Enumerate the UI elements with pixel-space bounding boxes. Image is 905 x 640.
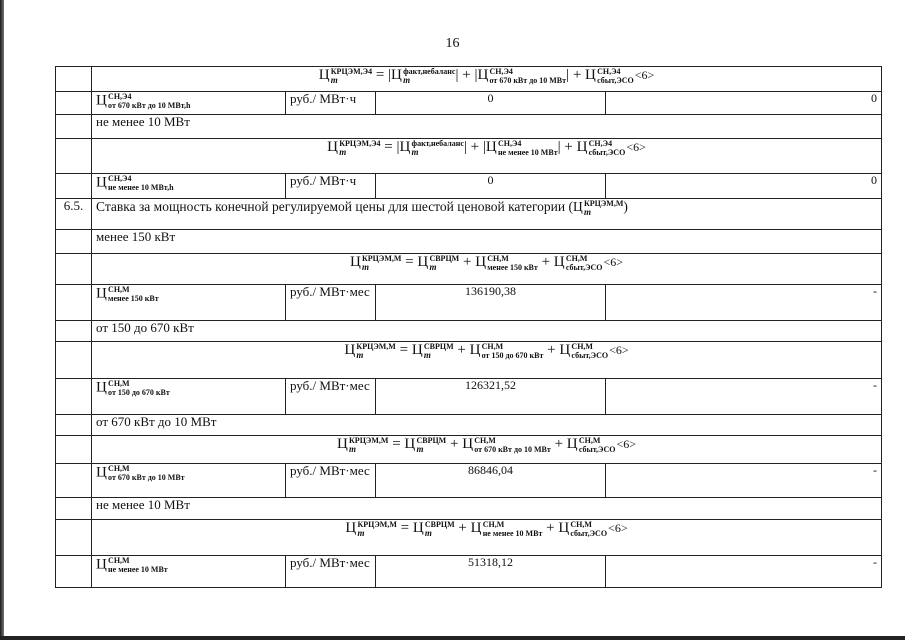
value-cell: -: [606, 464, 882, 498]
value-row-e4-10mw: [56, 174, 882, 199]
plus: +: [547, 342, 556, 359]
number-cell: [56, 67, 92, 92]
number-cell: [56, 415, 92, 436]
sup: СН,М: [565, 254, 588, 263]
equals: =: [384, 139, 393, 156]
symbol-tse: Ц: [553, 254, 565, 271]
sub: менее 150 кВт: [108, 294, 159, 303]
symbol-tse: Ц: [96, 379, 108, 396]
number-cell: [56, 321, 92, 342]
sup: СН,М: [487, 254, 509, 263]
formula-row: [56, 342, 882, 379]
value-row: [56, 379, 882, 415]
abs-bar: |: [455, 67, 459, 84]
symbol-tse: Ц: [469, 342, 481, 359]
param-cell: [92, 556, 286, 588]
sub: сбыт,ЭСО: [570, 529, 608, 538]
sup: СН,Э4: [108, 92, 132, 101]
sup: КРЦЭМ,Э4: [330, 67, 373, 76]
formula: [350, 254, 623, 270]
group-label: не менее 10 МВт: [92, 498, 882, 520]
sup: СН,М: [571, 342, 593, 351]
sub-m: m: [349, 444, 357, 454]
sup: СН,Э4: [108, 174, 132, 183]
sup: СН,М: [474, 436, 496, 445]
section-title-row: [56, 199, 882, 230]
sup: КРЦЭМ,Э4: [339, 139, 381, 148]
number-cell: [56, 436, 92, 464]
sup: СН,Э4: [489, 67, 513, 76]
symbol-tse: Ц: [470, 520, 482, 537]
symbol-tse: Ц: [477, 67, 489, 84]
value-cell: -: [606, 379, 882, 415]
footnote-ref: <6>: [608, 521, 628, 536]
plus: +: [546, 520, 555, 537]
number-cell: [56, 254, 92, 285]
sub: не менее 10 МВт: [497, 148, 558, 157]
plus: +: [462, 254, 472, 271]
value-cell: 0: [606, 92, 882, 115]
value-row: [56, 464, 882, 498]
unit-cell: руб./ МВт·мес: [286, 556, 376, 588]
number-cell: [56, 379, 92, 415]
sub: сбыт,ЭСО: [578, 445, 616, 454]
number-cell: [56, 174, 92, 199]
footnote-ref: <6>: [634, 68, 655, 83]
sub-m: m: [330, 75, 338, 85]
group-label: менее 150 кВт: [92, 230, 882, 254]
symbol-tse: Ц: [96, 92, 108, 109]
group-row: [56, 321, 882, 342]
sub-m: m: [429, 262, 437, 272]
group-label: от 150 до 670 кВт: [92, 321, 882, 342]
scan-edge-left: [0, 0, 4, 640]
equals: =: [375, 67, 385, 84]
symbol-tse: Ц: [412, 520, 424, 537]
plus: +: [554, 436, 564, 453]
plus: +: [564, 139, 573, 156]
abs-bar: |: [463, 139, 467, 156]
section-title-text: Ставка за мощность конечной регулируемой цены для шестой ценовой категории (: [96, 199, 573, 215]
sub-m: m: [356, 350, 364, 360]
formula-cell: [92, 436, 882, 464]
value-cell: 86846,04: [376, 464, 606, 498]
sub: сбыт,ЭСО: [588, 148, 626, 157]
abs-bar: |: [396, 139, 400, 156]
sub: сбыт,ЭСО: [597, 76, 634, 85]
formula-cell: [92, 342, 882, 379]
number-cell: [56, 520, 92, 556]
unit-cell: руб./ МВт·ч: [286, 174, 376, 199]
sub-m: m: [583, 207, 591, 217]
symbol-tse: Ц: [462, 436, 474, 453]
equals: =: [392, 436, 401, 453]
number-cell: [56, 342, 92, 379]
sub: от 670 кВт до 10 МВт: [474, 445, 551, 454]
sup: СН,М: [578, 436, 601, 445]
formula-row: [56, 254, 882, 285]
sub-m: m: [416, 444, 424, 454]
group-row: [56, 498, 882, 520]
symbol-tse: Ц: [411, 342, 423, 359]
param-cell: [92, 92, 286, 115]
abs-bar: |: [388, 67, 392, 84]
scan-edge-bottom: [0, 636, 905, 640]
value-row: [56, 285, 882, 321]
sub: от 150 до 670 кВт: [108, 388, 170, 397]
sup: СН,М: [108, 464, 130, 473]
plus: +: [449, 436, 459, 453]
sub-m: m: [411, 147, 419, 157]
plus: +: [470, 139, 480, 156]
abs-bar: |: [482, 139, 486, 156]
plus: +: [462, 67, 471, 84]
unit-cell: руб./ МВт·мес: [286, 464, 376, 498]
sup: СН,М: [108, 285, 130, 294]
sup: СВРЦМ: [424, 520, 455, 529]
formula-row: [56, 520, 882, 556]
unit-cell: руб./ МВт·мес: [286, 379, 376, 415]
formula-cell: [92, 254, 882, 285]
symbol-tse: Ц: [391, 67, 403, 84]
symbol-tse: Ц: [96, 464, 108, 481]
symbol-tse: Ц: [559, 342, 571, 359]
sup: СН,М: [108, 556, 130, 565]
sup: КРЦЭМ,М: [583, 199, 624, 208]
symbol-tse: Ц: [558, 520, 570, 537]
sub: от 670 кВт до 10 МВт,h: [108, 101, 191, 110]
sup: СН,Э4: [588, 139, 613, 148]
symbol-tse: Ц: [349, 254, 361, 271]
page-number: 16: [445, 36, 460, 51]
unit-cell: руб./ МВт·ч: [286, 92, 376, 115]
sup: СВРЦМ: [416, 436, 447, 445]
sup: СН,Э4: [497, 139, 522, 148]
footnote-ref: <6>: [609, 343, 629, 358]
symbol-tse: Ц: [566, 436, 578, 453]
number-cell: [56, 464, 92, 498]
sub: от 670 кВт до 10 МВт: [489, 76, 567, 85]
symbol-tse: Ц: [417, 254, 429, 271]
sup: СВРЦМ: [429, 254, 460, 263]
sup: СН,М: [108, 379, 130, 388]
group-label: от 670 кВт до 10 МВт: [92, 415, 882, 436]
plus: +: [541, 254, 551, 271]
sup: факт,небаланс: [403, 67, 456, 76]
sup: СН,М: [481, 342, 504, 351]
plus: +: [572, 67, 582, 84]
value-cell: 0: [376, 174, 606, 199]
sup: КРЦЭМ,М: [361, 254, 402, 263]
sup: КРЦЭМ,М: [356, 342, 396, 351]
sub: менее 150 кВт: [487, 263, 538, 272]
formula-row: [56, 436, 882, 464]
section-number: 6.5.: [56, 199, 92, 230]
abs-bar: |: [474, 67, 478, 84]
symbol-tse: Ц: [336, 436, 348, 453]
symbol-tse: Ц: [576, 139, 588, 156]
equals: =: [399, 342, 409, 359]
sup: СН,М: [570, 520, 592, 529]
group-row: [56, 230, 882, 254]
value-cell: -: [606, 285, 882, 321]
formula-row-e4-10mw: [56, 139, 882, 174]
sub: от 670 кВт до 10 МВт: [108, 473, 185, 482]
tariff-table: [55, 66, 882, 588]
sub: от 150 до 670 кВт: [481, 351, 544, 360]
formula-cell: [92, 520, 882, 556]
value-cell: 0: [376, 92, 606, 115]
symbol-tse: Ц: [96, 556, 108, 573]
number-cell: [56, 498, 92, 520]
number-cell: [56, 139, 92, 174]
value-cell: 51318,12: [376, 556, 606, 588]
section-title: Ставка за мощность конечной регулируемой цены для шестой ценовой категории (Ц КРЦЭМ,М m ): [92, 199, 882, 230]
sup: СН,Э4: [597, 67, 621, 76]
group-label: не менее 10 МВт: [92, 115, 882, 139]
symbol-tse: Ц: [475, 254, 487, 271]
sup: КРЦЭМ,М: [349, 436, 389, 445]
symbol-tse: Ц: [573, 199, 583, 215]
formula-cell: [92, 139, 882, 174]
number-cell: [56, 230, 92, 254]
param-cell: [92, 464, 286, 498]
value-cell: -: [606, 556, 882, 588]
sup: факт,небаланс: [411, 139, 464, 148]
sub-m: m: [403, 75, 411, 85]
symbol-tse: Ц: [327, 139, 339, 156]
sup: СВРЦМ: [423, 342, 454, 351]
group-row: [56, 415, 882, 436]
group-row: [56, 115, 882, 139]
symbol-tse: Ц: [345, 520, 357, 537]
formula: [337, 436, 636, 452]
value-cell: 0: [606, 174, 882, 199]
sub-m: m: [423, 350, 431, 360]
plus: +: [458, 520, 467, 537]
sub: не менее 10 МВт: [108, 565, 168, 574]
symbol-tse: Ц: [96, 285, 108, 302]
number-cell: [56, 285, 92, 321]
plus: +: [457, 342, 466, 359]
equals: =: [400, 520, 410, 537]
sub-m: m: [361, 262, 369, 272]
formula: [319, 67, 655, 83]
symbol-tse: Ц: [485, 139, 497, 156]
unit-cell: руб./ МВт·мес: [286, 285, 376, 321]
sup: КРЦЭМ,М: [357, 520, 397, 529]
equals: =: [405, 254, 414, 271]
sub: сбыт,ЭСО: [565, 263, 603, 272]
sub-m: m: [339, 147, 347, 157]
sub-m: m: [424, 528, 432, 538]
symbol-tse: Ц: [344, 342, 356, 359]
value-cell: 126321,52: [376, 379, 606, 415]
formula: [345, 520, 627, 536]
sup: СН,М: [482, 520, 505, 529]
number-cell: [56, 92, 92, 115]
formula-row-e4-670-10mw: [56, 67, 882, 92]
symbol-tse: Ц: [96, 174, 108, 191]
param-cell: [92, 285, 286, 321]
param-cell: [92, 174, 286, 199]
sub: сбыт,ЭСО: [571, 351, 609, 360]
footnote-ref: <6>: [603, 255, 624, 270]
value-row-e4-670-10mw: [56, 92, 882, 115]
value-row: [56, 556, 882, 588]
number-cell: [56, 556, 92, 588]
footnote-ref: <6>: [626, 140, 646, 155]
value-cell: 136190,38: [376, 285, 606, 321]
sub-m: m: [357, 528, 365, 538]
symbol-tse: Ц: [318, 67, 330, 84]
sub: не менее 10 МВт: [482, 529, 543, 538]
param-cell: [92, 379, 286, 415]
symbol-tse: Ц: [585, 67, 597, 84]
formula: [327, 139, 646, 155]
abs-bar: |: [566, 67, 570, 84]
symbol-tse: Ц: [399, 139, 411, 156]
formula-cell: [92, 67, 882, 92]
sub: не менее 10 МВт,h: [108, 183, 174, 192]
abs-bar: |: [557, 139, 561, 156]
number-cell: [56, 115, 92, 139]
symbol-tse: Ц: [404, 436, 416, 453]
formula: [344, 342, 628, 358]
footnote-ref: <6>: [616, 437, 637, 452]
